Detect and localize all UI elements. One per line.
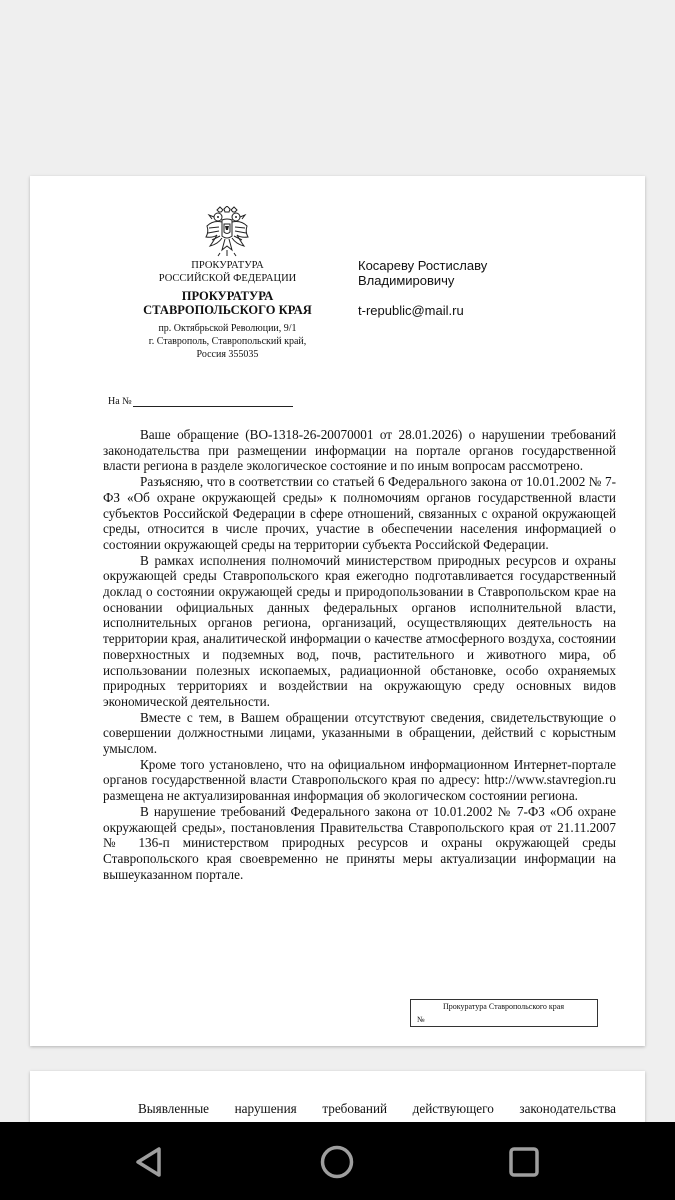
back-triangle-icon[interactable] <box>128 1140 172 1184</box>
sender-org-line1: ПРОКУРАТУРА <box>191 260 264 271</box>
reference-blank <box>133 395 293 407</box>
document-page-1 <box>30 176 645 1046</box>
recipient-name-line2: Владимировичу <box>358 273 455 288</box>
paragraph-3: В рамках исполнения полномочий министерством природных ресурсов и охраны окружающей среды Ставропольского края ежегодно подготавливается государственный доклад о состоянии окружающей среды и природопользовании в Ставропольском крае на основании официальных данных федеральных органов исполнительной власти, исполнительных органов региона, организаций, осуществляющих деятельность на территории края, аналитической информации о качестве атмосферного воздуха, состоянии поверхностных и подземных вод, почв, растительного и животного мира, об использовании полезных ископаемых, радиационной обстановке, особо охраняемых природных территориях и воздействии на окружающую среду основных видов экономической деятельности. <box>103 552 616 709</box>
stamp-number-label: № <box>417 1015 425 1024</box>
registration-stamp <box>410 999 598 1027</box>
coat-of-arms-icon <box>204 206 250 258</box>
paragraph-5: Кроме того установлено, что на официальном информационном Интернет-портале органов государственной власти Ставропольского края по адресу: http://www.stavregion.ru размещена не актуализированная информация об экологическом состоянии региона. <box>103 756 616 804</box>
stamp-org: Прокуратура Ставропольского края <box>443 1002 565 1011</box>
recipient-name-line1: Косареву Ростиславу <box>358 258 488 273</box>
recipient-block <box>358 258 618 318</box>
reference-label: На № <box>108 396 132 407</box>
sender-address-line2: г. Ставрополь, Ставропольский край, <box>148 336 307 347</box>
sender-office-line2: СТАВРОПОЛЬСКОГО КРАЯ <box>143 303 312 317</box>
document-page-2 <box>30 1071 645 1122</box>
sender-block <box>110 260 345 361</box>
recipient-email: t-republic@mail.ru <box>358 303 464 318</box>
sender-address-line1: пр. Октябрьской Революции, 9/1 <box>158 323 297 334</box>
sender-org-line2: РОССИЙСКОЙ ФЕДЕРАЦИИ <box>158 272 297 284</box>
letter-body <box>103 427 616 882</box>
home-circle-icon[interactable] <box>315 1140 359 1184</box>
paragraph-4: Вместе с тем, в Вашем обращении отсутствуют сведения, свидетельствующие о совершении должностными лицами, указанными в обращении, действий с корыстным умыслом. <box>103 709 616 757</box>
paragraph-1: Ваше обращение (ВО-1318-26-20070001 от 28.01.2026) о нарушении требований законодательства при размещении информации на портале органов государственной власти региона в разделе экологическое состояние и по иным вопросам рассмотрено. <box>103 427 616 474</box>
page2-first-line: Выявленные нарушения требований действующего законодательства <box>138 1101 616 1116</box>
recent-square-icon[interactable] <box>502 1140 546 1184</box>
paragraph-2: Разъясняю, что в соответствии со статьей 6 Федерального закона от 10.01.2002 № 7-ФЗ «Об охране окружающей среды» к полномочиям органов государственной власти субъектов Российской Федерации в сфере отношений, связанных с охраной окружающей среды, относится в числе прочих, участие в обеспечении населения информацией о состоянии окружающей среды на территории субъекта Российской Федерации. <box>103 474 616 552</box>
reference-number-line <box>108 395 293 407</box>
sender-address-line3: Россия 355035 <box>196 349 259 360</box>
paragraph-6: В нарушение требований Федерального закона от 10.01.2002 № 7-ФЗ «Об охране окружающей среды», постановления Правительства Ставропольского края от 21.11.2007 № 136-п министерством природных ресурсов и охраны окружающей среды Ставропольского края своевременно не приняты меры актуализации информации на вышеуказанном портале. <box>103 803 616 882</box>
sender-office-line1: ПРОКУРАТУРА <box>181 289 274 303</box>
android-navigation-bar <box>0 1122 675 1200</box>
